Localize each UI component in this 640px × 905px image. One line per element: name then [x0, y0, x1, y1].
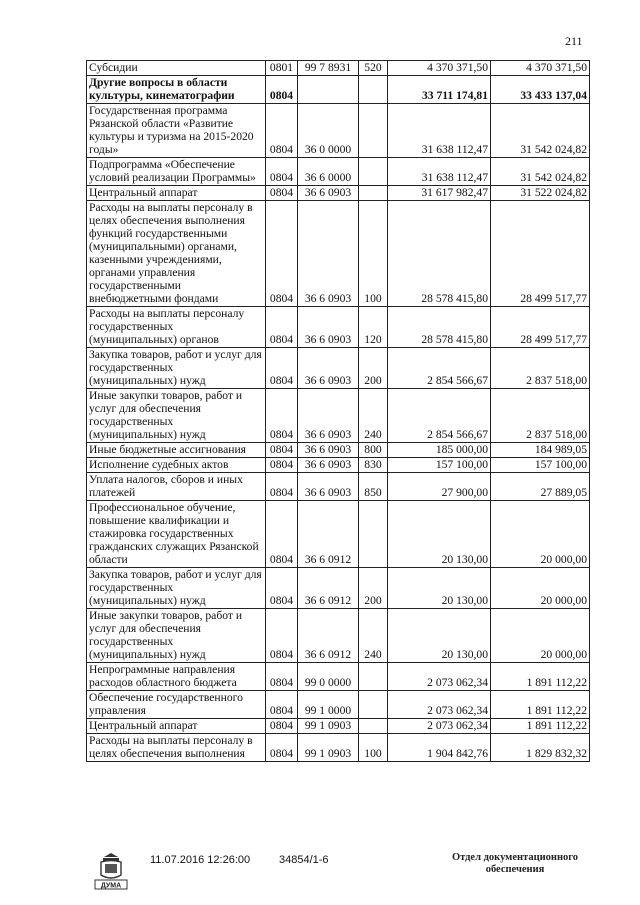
row-expense-type: 100 [359, 734, 388, 762]
row-amount-executed: 27 889,05 [491, 473, 590, 501]
row-target-code: 99 1 0903 [298, 719, 359, 734]
row-section: 0804 [266, 734, 298, 762]
row-amount-executed: 28 499 517,77 [491, 201, 590, 307]
table-row [87, 473, 590, 501]
row-expense-type: 800 [359, 443, 388, 458]
row-target-code: 36 6 0000 [298, 158, 359, 186]
row-name: Субсидии [87, 61, 266, 76]
row-amount-executed: 31 542 024,82 [491, 104, 590, 158]
row-name: Расходы на выплаты персоналу в целях обеспечения выполнения [87, 734, 266, 762]
row-amount-executed: 20 000,00 [491, 568, 590, 609]
row-amount-executed: 33 433 137,04 [491, 76, 590, 104]
row-target-code: 36 6 0903 [298, 458, 359, 473]
row-amount-planned: 2 073 062,34 [388, 663, 491, 691]
row-name: Иные закупки товаров, работ и услуг для обеспечения государственных (муниципальных) нужд [87, 389, 266, 443]
row-section: 0804 [266, 104, 298, 158]
row-section: 0804 [266, 501, 298, 568]
row-section: 0804 [266, 201, 298, 307]
row-section: 0804 [266, 186, 298, 201]
row-expense-type [359, 501, 388, 568]
row-expense-type: 240 [359, 609, 388, 663]
row-amount-planned: 4 370 371,50 [388, 61, 491, 76]
row-target-code: 36 6 0903 [298, 348, 359, 389]
row-target-code: 36 6 0903 [298, 186, 359, 201]
row-amount-planned: 33 711 174,81 [388, 76, 491, 104]
row-expense-type: 520 [359, 61, 388, 76]
table-row [87, 61, 590, 76]
row-amount-planned: 31 638 112,47 [388, 158, 491, 186]
row-expense-type [359, 719, 388, 734]
row-target-code: 36 6 0912 [298, 609, 359, 663]
row-section: 0804 [266, 473, 298, 501]
row-amount-executed: 20 000,00 [491, 609, 590, 663]
row-target-code: 36 6 0912 [298, 568, 359, 609]
row-amount-executed: 2 837 518,00 [491, 348, 590, 389]
row-amount-planned: 31 638 112,47 [388, 104, 491, 158]
row-expense-type: 120 [359, 307, 388, 348]
budget-table [86, 60, 590, 762]
row-amount-planned: 2 854 566,67 [388, 389, 491, 443]
row-amount-planned: 2 854 566,67 [388, 348, 491, 389]
row-target-code: 36 6 0912 [298, 501, 359, 568]
row-section: 0804 [266, 76, 298, 104]
row-amount-executed: 157 100,00 [491, 458, 590, 473]
table-row [87, 389, 590, 443]
row-amount-planned: 20 130,00 [388, 609, 491, 663]
table-row [87, 76, 590, 104]
row-expense-type: 240 [359, 389, 388, 443]
row-section: 0804 [266, 663, 298, 691]
row-target-code: 36 0 0000 [298, 104, 359, 158]
table-row [87, 691, 590, 719]
row-target-code: 36 6 0903 [298, 307, 359, 348]
row-amount-executed: 184 989,05 [491, 443, 590, 458]
table-row [87, 719, 590, 734]
table-row [87, 104, 590, 158]
row-amount-executed: 31 522 024,82 [491, 186, 590, 201]
row-name: Исполнение судебных актов [87, 458, 266, 473]
department-stamp: Отдел документационного обеспечения [451, 852, 579, 875]
row-expense-type: 200 [359, 568, 388, 609]
table-row [87, 186, 590, 201]
row-amount-executed: 1 829 832,32 [491, 734, 590, 762]
coat-of-arms-icon [92, 851, 130, 891]
row-name: Уплата налогов, сборов и иных платежей [87, 473, 266, 501]
row-target-code: 99 0 0000 [298, 663, 359, 691]
row-section: 0804 [266, 307, 298, 348]
row-name: Профессиональное обучение, повышение квалификации и стажировка государственных гражданских служащих Рязанской области [87, 501, 266, 568]
row-amount-planned: 20 130,00 [388, 501, 491, 568]
row-target-code: 99 7 8931 [298, 61, 359, 76]
table-row [87, 609, 590, 663]
row-amount-planned: 1 904 842,76 [388, 734, 491, 762]
row-expense-type [359, 104, 388, 158]
row-name: Центральный аппарат [87, 186, 266, 201]
row-expense-type: 100 [359, 201, 388, 307]
table-row [87, 568, 590, 609]
row-expense-type [359, 76, 388, 104]
row-amount-executed: 4 370 371,50 [491, 61, 590, 76]
row-amount-planned: 28 578 415,80 [388, 307, 491, 348]
table-row [87, 201, 590, 307]
row-name: Иные бюджетные ассигнования [87, 443, 266, 458]
row-name: Расходы на выплаты персоналу в целях обеспечения выполнения функций государственными (муниципальными) органами, казенными учреждениями, органами управления государственными внебюджетными фондами [87, 201, 266, 307]
row-amount-planned: 27 900,00 [388, 473, 491, 501]
page-footer [0, 845, 640, 905]
row-name: Непрограммные направления расходов областного бюджета [87, 663, 266, 691]
row-section: 0804 [266, 691, 298, 719]
table-row [87, 443, 590, 458]
table-row [87, 158, 590, 186]
row-amount-executed: 28 499 517,77 [491, 307, 590, 348]
row-expense-type [359, 186, 388, 201]
row-amount-planned: 2 073 062,34 [388, 719, 491, 734]
row-expense-type: 200 [359, 348, 388, 389]
table-row [87, 734, 590, 762]
row-section: 0804 [266, 568, 298, 609]
row-name: Обеспечение государственного управления [87, 691, 266, 719]
row-target-code: 36 6 0903 [298, 443, 359, 458]
row-amount-executed: 31 542 024,82 [491, 158, 590, 186]
row-expense-type: 830 [359, 458, 388, 473]
row-name: Подпрограмма «Обеспечение условий реализации Программы» [87, 158, 266, 186]
row-amount-planned: 20 130,00 [388, 568, 491, 609]
row-amount-executed: 1 891 112,22 [491, 719, 590, 734]
row-expense-type [359, 691, 388, 719]
row-amount-executed: 2 837 518,00 [491, 389, 590, 443]
row-name: Иные закупки товаров, работ и услуг для обеспечения государственных (муниципальных) нужд [87, 609, 266, 663]
row-amount-planned: 157 100,00 [388, 458, 491, 473]
document-number: 34854/1-6 [279, 854, 329, 866]
svg-text:ДУМА: ДУМА [100, 882, 122, 890]
row-name: Другие вопросы в области культуры, кинематографии [87, 76, 266, 104]
row-section: 0804 [266, 389, 298, 443]
table-row [87, 663, 590, 691]
row-section: 0804 [266, 158, 298, 186]
page-number: 211 [565, 34, 583, 48]
row-amount-planned: 28 578 415,80 [388, 201, 491, 307]
row-expense-type [359, 663, 388, 691]
row-amount-planned: 31 617 982,47 [388, 186, 491, 201]
row-section: 0804 [266, 609, 298, 663]
row-name: Закупка товаров, работ и услуг для государственных (муниципальных) нужд [87, 568, 266, 609]
row-section: 0804 [266, 348, 298, 389]
row-name: Расходы на выплаты персоналу государственных (муниципальных) органов [87, 307, 266, 348]
row-amount-executed: 1 891 112,22 [491, 663, 590, 691]
table-row [87, 348, 590, 389]
row-target-code: 36 6 0903 [298, 473, 359, 501]
table-row [87, 458, 590, 473]
row-section: 0804 [266, 443, 298, 458]
row-target-code [298, 76, 359, 104]
row-amount-executed: 20 000,00 [491, 501, 590, 568]
row-name: Закупка товаров, работ и услуг для государственных (муниципальных) нужд [87, 348, 266, 389]
row-target-code: 99 1 0000 [298, 691, 359, 719]
row-amount-planned: 185 000,00 [388, 443, 491, 458]
row-name: Центральный аппарат [87, 719, 266, 734]
row-target-code: 36 6 0903 [298, 201, 359, 307]
row-target-code: 99 1 0903 [298, 734, 359, 762]
row-target-code: 36 6 0903 [298, 389, 359, 443]
row-section: 0801 [266, 61, 298, 76]
row-amount-planned: 2 073 062,34 [388, 691, 491, 719]
row-expense-type: 850 [359, 473, 388, 501]
print-timestamp: 11.07.2016 12:26:00 [150, 854, 251, 866]
row-expense-type [359, 158, 388, 186]
row-section: 0804 [266, 719, 298, 734]
row-name: Государственная программа Рязанской области «Развитие культуры и туризма на 2015-2020 годы» [87, 104, 266, 158]
table-row [87, 307, 590, 348]
row-section: 0804 [266, 458, 298, 473]
table-row [87, 501, 590, 568]
row-amount-executed: 1 891 112,22 [491, 691, 590, 719]
